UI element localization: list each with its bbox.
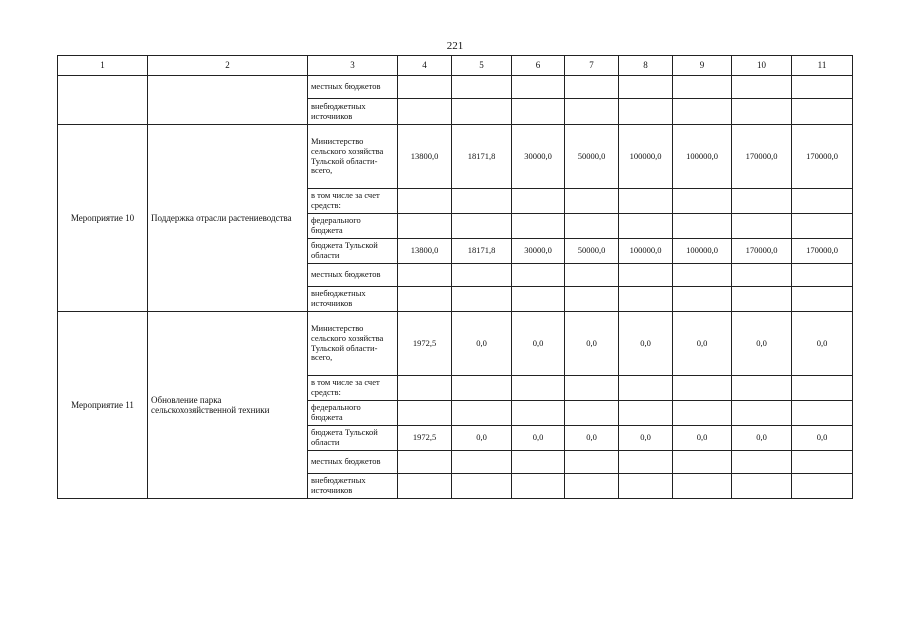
header-cell: 10 xyxy=(732,56,792,76)
source-label: в том числе за счет средств: xyxy=(308,189,398,214)
value-cell xyxy=(398,99,452,125)
value-cell xyxy=(673,474,732,499)
header-cell: 7 xyxy=(565,56,619,76)
value-cell xyxy=(732,376,792,401)
value-cell xyxy=(398,264,452,287)
header-cell: 9 xyxy=(673,56,732,76)
value-cell: 18171,8 xyxy=(452,239,512,264)
value-cell xyxy=(619,214,673,239)
value-cell xyxy=(792,451,853,474)
value-cell xyxy=(792,376,853,401)
value-cell xyxy=(398,474,452,499)
value-cell: 170000,0 xyxy=(792,125,853,189)
source-label: Министерство сельского хозяйства Тульской области-всего, xyxy=(308,125,398,189)
value-cell xyxy=(619,401,673,426)
value-cell: 100000,0 xyxy=(673,239,732,264)
value-cell: 50000,0 xyxy=(565,239,619,264)
source-label: в том числе за счет средств: xyxy=(308,376,398,401)
value-cell xyxy=(512,474,565,499)
value-cell xyxy=(565,376,619,401)
value-cell: 0,0 xyxy=(619,312,673,376)
value-cell xyxy=(792,76,853,99)
value-cell xyxy=(452,189,512,214)
value-cell: 0,0 xyxy=(619,426,673,451)
value-cell xyxy=(452,287,512,312)
value-cell xyxy=(565,76,619,99)
value-cell xyxy=(619,76,673,99)
value-cell xyxy=(792,401,853,426)
value-cell xyxy=(732,287,792,312)
value-cell xyxy=(673,401,732,426)
header-cell: 11 xyxy=(792,56,853,76)
value-cell: 100000,0 xyxy=(673,125,732,189)
value-cell: 170000,0 xyxy=(792,239,853,264)
header-row xyxy=(58,56,853,76)
table-row xyxy=(58,76,853,99)
value-cell xyxy=(673,189,732,214)
value-cell xyxy=(732,451,792,474)
value-cell: 30000,0 xyxy=(512,125,565,189)
value-cell xyxy=(792,264,853,287)
header-cell: 4 xyxy=(398,56,452,76)
value-cell: 30000,0 xyxy=(512,239,565,264)
value-cell: 0,0 xyxy=(452,426,512,451)
value-cell xyxy=(732,401,792,426)
value-cell xyxy=(452,376,512,401)
value-cell xyxy=(398,287,452,312)
value-cell xyxy=(619,264,673,287)
header-cell: 2 xyxy=(148,56,308,76)
value-cell xyxy=(732,264,792,287)
value-cell xyxy=(673,264,732,287)
value-cell: 0,0 xyxy=(452,312,512,376)
table-row xyxy=(58,125,853,189)
value-cell xyxy=(732,76,792,99)
value-cell xyxy=(792,287,853,312)
value-cell xyxy=(398,376,452,401)
value-cell xyxy=(673,451,732,474)
value-cell: 0,0 xyxy=(732,426,792,451)
source-label: внебюджетных источников xyxy=(308,287,398,312)
value-cell xyxy=(398,451,452,474)
header-cell: 6 xyxy=(512,56,565,76)
value-cell: 0,0 xyxy=(673,426,732,451)
value-cell: 1972,5 xyxy=(398,312,452,376)
value-cell: 170000,0 xyxy=(732,125,792,189)
value-cell xyxy=(619,376,673,401)
value-cell xyxy=(452,99,512,125)
value-cell xyxy=(565,189,619,214)
header-cell: 5 xyxy=(452,56,512,76)
page-number: 221 xyxy=(446,40,464,52)
value-cell xyxy=(732,99,792,125)
value-cell: 0,0 xyxy=(673,312,732,376)
measure-name: Обновление парка сельскохозяйственной техники xyxy=(148,312,308,499)
value-cell xyxy=(452,214,512,239)
value-cell xyxy=(565,287,619,312)
value-cell xyxy=(619,99,673,125)
value-cell: 1972,5 xyxy=(398,426,452,451)
measure-id: Мероприятие 10 xyxy=(58,125,148,312)
value-cell xyxy=(565,474,619,499)
value-cell: 0,0 xyxy=(792,426,853,451)
value-cell: 0,0 xyxy=(732,312,792,376)
value-cell xyxy=(565,99,619,125)
value-cell xyxy=(619,451,673,474)
value-cell: 0,0 xyxy=(512,426,565,451)
source-label: бюджета Тульской области xyxy=(308,239,398,264)
value-cell xyxy=(619,287,673,312)
source-label: местных бюджетов xyxy=(308,264,398,287)
value-cell xyxy=(512,214,565,239)
value-cell: 100000,0 xyxy=(619,125,673,189)
value-cell xyxy=(512,264,565,287)
value-cell xyxy=(452,451,512,474)
value-cell xyxy=(673,76,732,99)
value-cell xyxy=(619,189,673,214)
value-cell xyxy=(732,214,792,239)
header-cell: 3 xyxy=(308,56,398,76)
measure-id-cell xyxy=(58,76,148,125)
value-cell xyxy=(398,401,452,426)
value-cell xyxy=(732,474,792,499)
source-label: федерального бюджета xyxy=(308,401,398,426)
value-cell xyxy=(673,214,732,239)
value-cell xyxy=(565,264,619,287)
budget-table xyxy=(57,55,853,499)
header-cell: 8 xyxy=(619,56,673,76)
value-cell xyxy=(619,474,673,499)
value-cell xyxy=(452,76,512,99)
value-cell xyxy=(398,214,452,239)
header-cell: 1 xyxy=(58,56,148,76)
measure-name: Поддержка отрасли растениеводства xyxy=(148,125,308,312)
source-label: местных бюджетов xyxy=(308,451,398,474)
source-label: федерального бюджета xyxy=(308,214,398,239)
value-cell xyxy=(673,99,732,125)
source-label: внебюджетных источников xyxy=(308,99,398,125)
value-cell xyxy=(792,474,853,499)
value-cell xyxy=(792,214,853,239)
source-label: местных бюджетов xyxy=(308,76,398,99)
value-cell xyxy=(673,376,732,401)
value-cell: 13800,0 xyxy=(398,125,452,189)
value-cell xyxy=(565,401,619,426)
value-cell: 0,0 xyxy=(565,312,619,376)
value-cell: 100000,0 xyxy=(619,239,673,264)
measure-name-cell xyxy=(148,76,308,125)
source-label: внебюджетных источников xyxy=(308,474,398,499)
value-cell xyxy=(732,189,792,214)
value-cell xyxy=(792,189,853,214)
source-label: Министерство сельского хозяйства Тульской области-всего, xyxy=(308,312,398,376)
value-cell xyxy=(452,401,512,426)
value-cell xyxy=(512,376,565,401)
value-cell: 13800,0 xyxy=(398,239,452,264)
value-cell xyxy=(512,451,565,474)
measure-id: Мероприятие 11 xyxy=(58,312,148,499)
value-cell xyxy=(565,451,619,474)
value-cell: 0,0 xyxy=(565,426,619,451)
value-cell: 0,0 xyxy=(512,312,565,376)
source-label: бюджета Тульской области xyxy=(308,426,398,451)
value-cell: 0,0 xyxy=(792,312,853,376)
value-cell xyxy=(512,189,565,214)
table-row xyxy=(58,312,853,376)
value-cell xyxy=(398,189,452,214)
value-cell: 50000,0 xyxy=(565,125,619,189)
value-cell xyxy=(512,287,565,312)
value-cell: 18171,8 xyxy=(452,125,512,189)
value-cell xyxy=(452,264,512,287)
value-cell xyxy=(452,474,512,499)
value-cell xyxy=(512,76,565,99)
value-cell xyxy=(565,214,619,239)
value-cell xyxy=(512,99,565,125)
value-cell: 170000,0 xyxy=(732,239,792,264)
value-cell xyxy=(398,76,452,99)
value-cell xyxy=(673,287,732,312)
value-cell xyxy=(792,99,853,125)
value-cell xyxy=(512,401,565,426)
